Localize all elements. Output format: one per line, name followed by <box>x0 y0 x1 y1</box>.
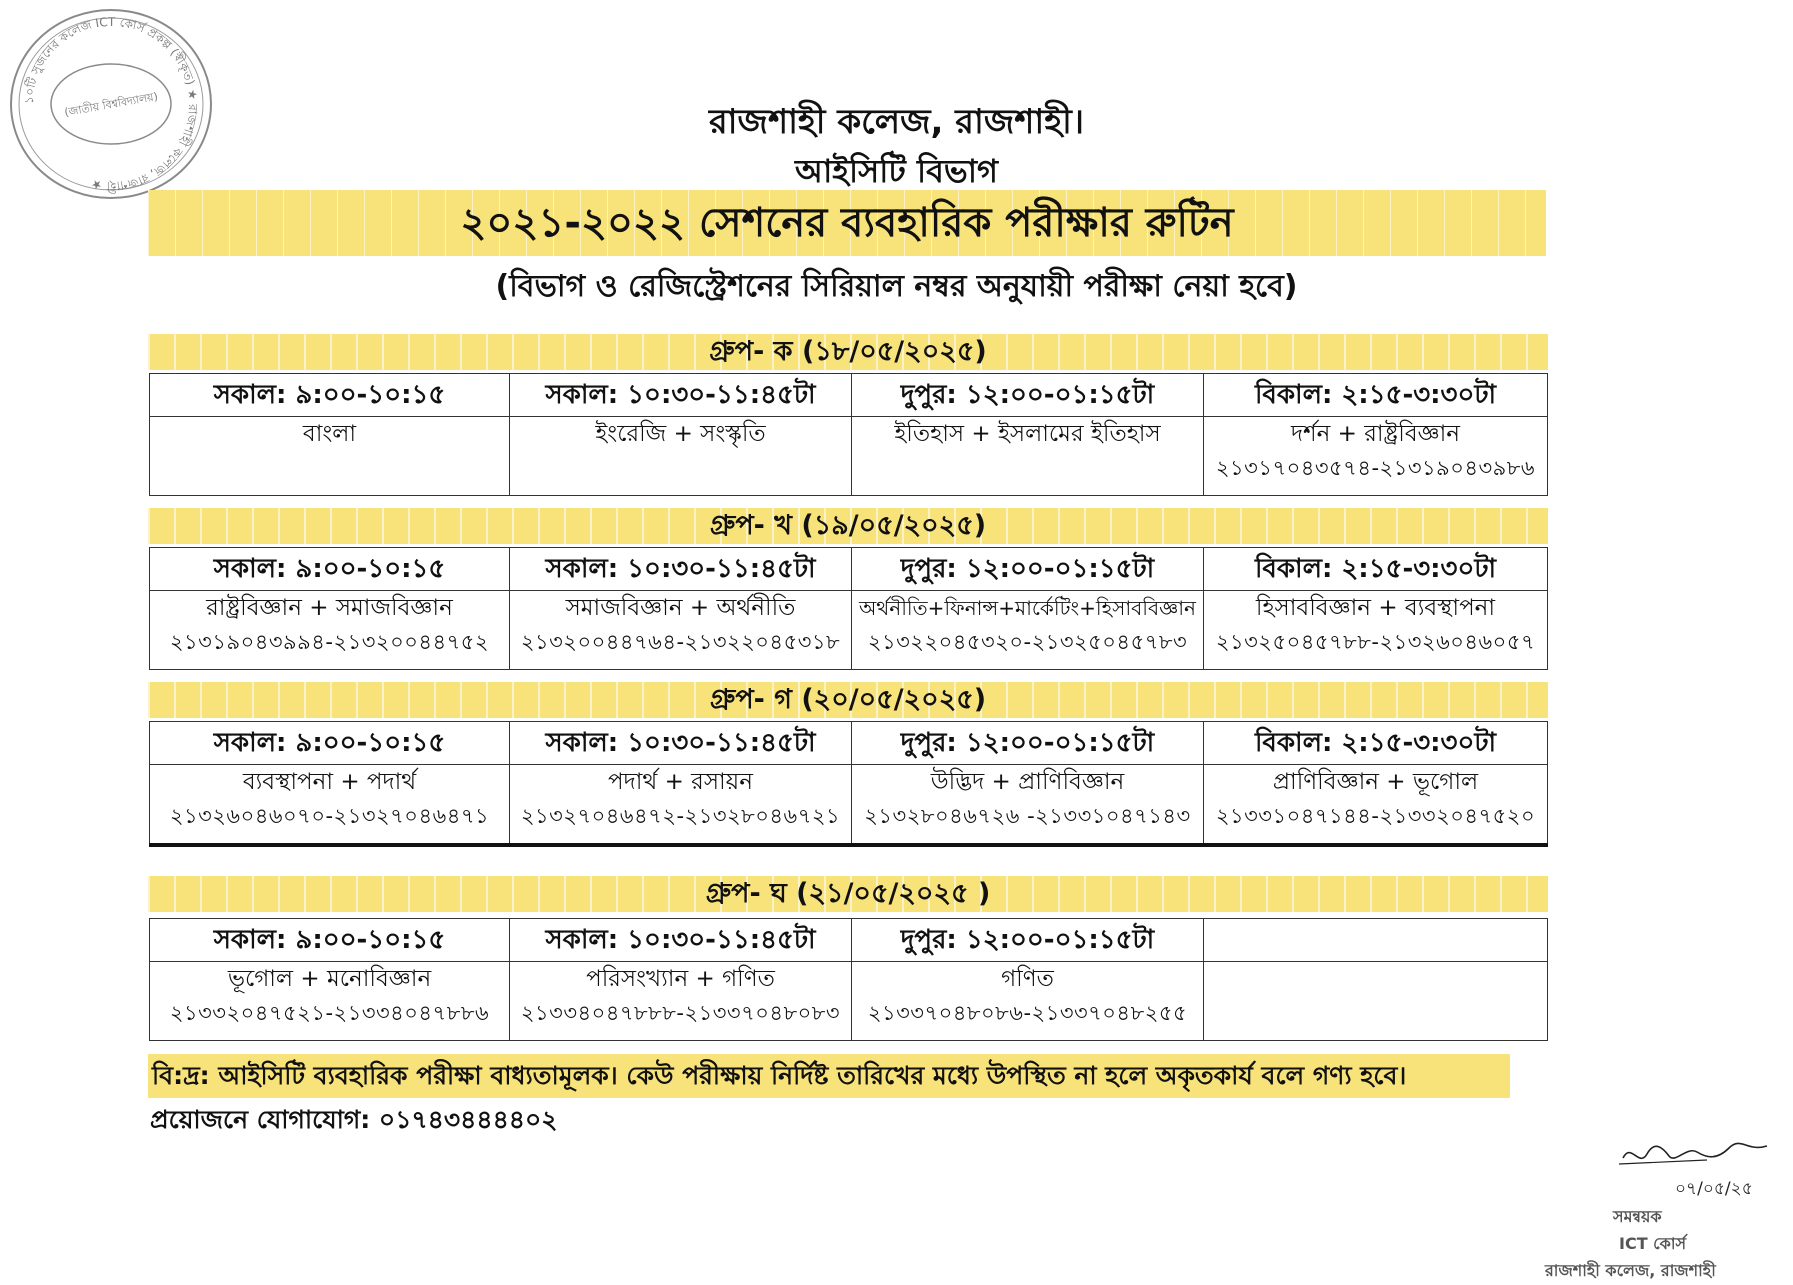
exam-slot <box>150 417 510 496</box>
registration-range: ২১৩২৮০৪৬৭২৬ -২১৩৩১০৪৭১৪৩ <box>864 804 1191 828</box>
subject-name: দর্শন + রাষ্ট্রবিজ্ঞান <box>1290 421 1461 447</box>
group-b-title: গ্রুপ- খ (১৯/০৫/২০২৫) <box>148 508 1548 544</box>
group-c-title: গ্রুপ- গ (২০/০৫/২০২৫) <box>148 682 1548 718</box>
group-a-title: গ্রুপ- ক (১৮/০৫/২০২৫) <box>148 334 1548 370</box>
exam-slot <box>510 417 852 496</box>
time-slot: সকাল: ১০:৩০-১১:৪৫টা <box>510 374 852 417</box>
contact-info: প্রয়োজনে যোগাযোগ: ০১৭৪৩৪৪৪৪০২ <box>150 1105 558 1134</box>
table-row <box>150 962 1548 1041</box>
exam-slot <box>852 765 1204 846</box>
time-slot: বিকাল: ২:১৫-৩:৩০টা <box>1204 374 1548 417</box>
exam-slot <box>510 765 852 846</box>
svg-text:১০টি সুজনের কলেজ ICT কোর্স প্র: ১০টি সুজনের কলেজ ICT কোর্স প্রকল্প (স্বীকৃত) ★ রাজশাহী কলেজ, রাজশাহী ★ <box>21 14 201 194</box>
exam-slot <box>1204 765 1548 846</box>
exam-slot-empty <box>1204 962 1548 1041</box>
signature-college: রাজশাহী কলেজ, রাজশাহী <box>1545 1261 1716 1280</box>
mandatory-note: বি:দ্র: আইসিটি ব্যবহারিক পরীক্ষা বাধ্যতামূলক। কেউ পরীক্ষায় নির্দিষ্ট তারিখের মধ্যে উপস্থিত না হলে অকৃতকার্য বলে গণ্য হবে। <box>148 1054 1510 1098</box>
registration-range: ২১৩২০০৪৪৭৬৪-২১৩২২০৪৫৩১৮ <box>520 630 841 654</box>
registration-range: ২১৩৩১০৪৭১৪৪-২১৩৩২০৪৭৫২০ <box>1215 804 1536 828</box>
coordinator-signature-block <box>1545 1138 1790 1280</box>
subject-name: পদার্থ + রসায়ন <box>608 769 753 795</box>
table-row <box>150 765 1548 846</box>
signature-role: সমন্বয়ক <box>1613 1207 1662 1226</box>
time-slot: সকাল: ১০:৩০-১১:৪৫টা <box>510 722 852 765</box>
group-b-table <box>149 547 1548 670</box>
registration-range: ২১৩১৭০৪৩৫৭৪-২১৩১৯০৪৩৯৮৬ <box>1215 456 1536 480</box>
table-row <box>150 417 1548 496</box>
exam-slot <box>510 962 852 1041</box>
time-slot: দুপুর: ১২:০০-০১:১৫টা <box>852 374 1204 417</box>
subject-name: ইংরেজি + সংস্কৃতি <box>595 421 766 447</box>
subject-name: গণিত <box>1001 966 1054 992</box>
subject-name: প্রাণিবিজ্ঞান + ভূগোল <box>1272 769 1479 795</box>
registration-range: ২১৩৩৪০৪৭৮৮৮-২১৩৩৭০৪৮০৮৩ <box>520 1001 841 1025</box>
group-c-table <box>149 721 1548 847</box>
exam-slot <box>150 591 510 670</box>
exam-slot <box>852 591 1204 670</box>
exam-slot <box>852 417 1204 496</box>
time-slot-empty <box>1204 919 1548 962</box>
time-slot: সকাল: ১০:৩০-১১:৪৫টা <box>510 548 852 591</box>
handwritten-signature <box>1617 1138 1777 1176</box>
group-d-title: গ্রুপ- ঘ (২১/০৫/২০২৫ ) <box>148 876 1548 912</box>
time-slot: সকাল: ৯:০০-১০:১৫ <box>150 548 510 591</box>
subject-name: বাংলা <box>302 421 357 447</box>
exam-slot <box>1204 417 1548 496</box>
time-slot: দুপুর: ১২:০০-০১:১৫টা <box>852 919 1204 962</box>
time-slot: সকাল: ৯:০০-১০:১৫ <box>150 374 510 417</box>
signature-date: ০৭/০৫/২৫ <box>1675 1179 1753 1199</box>
subject-name: হিসাববিজ্ঞান + ব্যবস্থাপনা <box>1255 595 1496 621</box>
exam-slot <box>150 765 510 846</box>
time-slot: সকাল: ১০:৩০-১১:৪৫টা <box>510 919 852 962</box>
table-row <box>150 919 1548 962</box>
routine-title: ২০২১-২০২২ সেশনের ব্যবহারিক পরীক্ষার রুটিন <box>148 190 1546 256</box>
exam-slot <box>150 962 510 1041</box>
registration-range: ২১৩১৯০৪৩৯৯৪-২১৩২০০৪৪৭৫২ <box>169 630 490 654</box>
subject-name: রাষ্ট্রবিজ্ঞান + সমাজবিজ্ঞান <box>206 595 453 621</box>
time-slot: দুপুর: ১২:০০-০১:১৫টা <box>852 548 1204 591</box>
time-slot: সকাল: ৯:০০-১০:১৫ <box>150 919 510 962</box>
subject-name: ভূগোল + মনোবিজ্ঞান <box>227 966 432 992</box>
time-slot: দুপুর: ১২:০০-০১:১৫টা <box>852 722 1204 765</box>
time-slot: বিকাল: ২:১৫-৩:৩০টা <box>1204 722 1548 765</box>
registration-range: ২১৩৩২০৪৭৫২১-২১৩৩৪০৪৭৮৮৬ <box>169 1001 490 1025</box>
exam-slot <box>852 962 1204 1041</box>
registration-range: ২১৩২৭০৪৬৪৭২-২১৩২৮০৪৬৭২১ <box>520 804 841 828</box>
subject-name: উদ্ভিদ + প্রাণিবিজ্ঞান <box>930 769 1125 795</box>
table-row <box>150 591 1548 670</box>
registration-range: ২১৩২৫০৪৫৭৮৮-২১৩২৬০৪৬০৫৭ <box>1215 630 1536 654</box>
registration-range: ২১৩২২০৪৫৩২০-২১৩২৫০৪৫৭৮৩ <box>867 630 1188 654</box>
group-a-table <box>149 373 1548 496</box>
svg-text:(জাতীয় বিশ্ববিদ্যালয়): (জাতীয় বিশ্ববিদ্যালয়) <box>63 89 159 120</box>
subject-name: সমাজবিজ্ঞান + অর্থনীতি <box>565 595 796 621</box>
subject-name: ইতিহাস + ইসলামের ইতিহাস <box>894 421 1161 447</box>
table-row <box>150 722 1548 765</box>
subject-name: পরিসংখ্যান + গণিত <box>586 966 775 992</box>
subject-name: ব্যবস্থাপনা + পদার্থ <box>242 769 417 795</box>
department-name: আইসিটি বিভাগ <box>794 152 999 190</box>
signature-course: ICT কোর্স <box>1619 1234 1687 1253</box>
group-d-table <box>149 918 1548 1041</box>
registration-range: ২১৩২৬০৪৬০৭০-২১৩২৭০৪৬৪৭১ <box>169 804 490 828</box>
time-slot: বিকাল: ২:১৫-৩:৩০টা <box>1204 548 1548 591</box>
routine-subtitle: (বিভাগ ও রেজিস্ট্রেশনের সিরিয়াল নম্বর অনুযায়ী পরীক্ষা নেয়া হবে) <box>495 269 1298 304</box>
subject-name: অর্থনীতি+ফিনান্স+মার্কেটিং+হিসাববিজ্ঞান <box>858 596 1196 620</box>
exam-slot <box>1204 591 1548 670</box>
exam-slot <box>510 591 852 670</box>
registration-range: ২১৩৩৭০৪৮০৮৬-২১৩৩৭০৪৮২৫৫ <box>867 1001 1188 1025</box>
time-slot: সকাল: ৯:০০-১০:১৫ <box>150 722 510 765</box>
table-row <box>150 374 1548 417</box>
college-name: রাজশাহী কলেজ, রাজশাহী। <box>708 102 1085 142</box>
table-row <box>150 548 1548 591</box>
